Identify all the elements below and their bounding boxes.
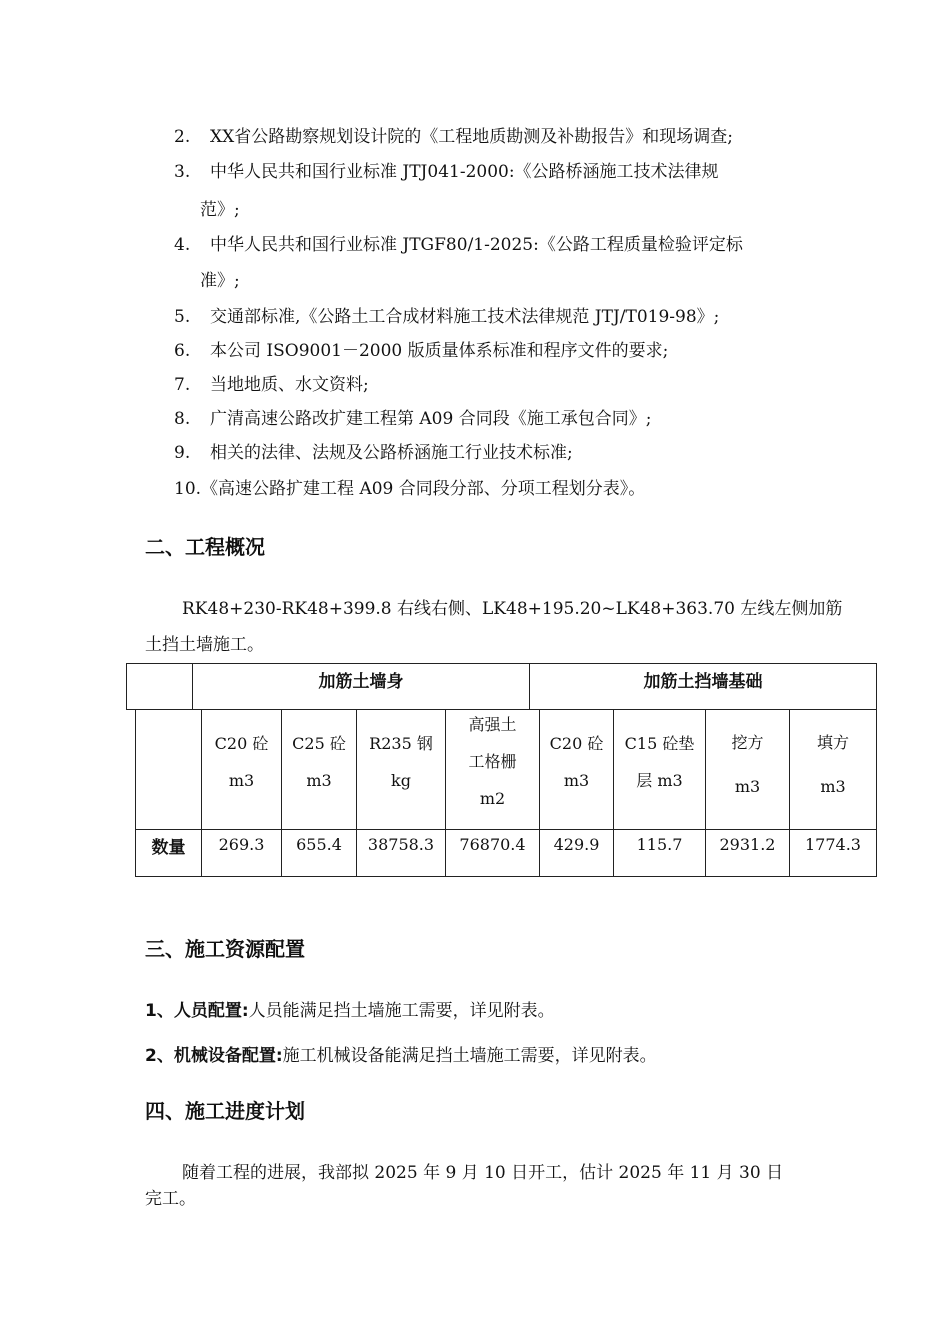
column-header: 挖方 m3 (731, 733, 764, 796)
row-label: 数量 (151, 838, 186, 858)
list-item: 4. 中华人民共和国行业标准 JTGF80/1-2025:《公路工程质量检验评定标 (174, 235, 743, 255)
column-header: 填方 m3 (816, 733, 849, 796)
list-item-continuation: 范》; (200, 200, 240, 220)
column-header: C15 砼垫 层 m3 (624, 734, 695, 790)
paragraph: 土挡土墙施工。 (145, 635, 264, 655)
table-cell: 1774.3 (805, 835, 861, 854)
group-header-wall: 加筋土墙身 (318, 672, 404, 692)
table-cell: 115.7 (636, 835, 683, 854)
table-cell: 76870.4 (459, 835, 526, 854)
column-header: C20 砼 m3 (214, 734, 269, 790)
paragraph: RK48+230-RK48+399.8 右线右侧、LK48+195.20~LK48+363.70 左线左侧加筋 (182, 599, 843, 619)
list-item: 8. 广清高速公路改扩建工程第 A09 合同段《施工承包合同》; (174, 409, 652, 429)
list-item-continuation: 准》; (200, 271, 240, 291)
resource-item: 1、人员配置:人员能满足挡土墙施工需要，详见附表。 (145, 1001, 555, 1021)
section-heading: 四、施工进度计划 (145, 1099, 305, 1123)
section-heading: 二、工程概况 (145, 535, 265, 559)
list-item: 5. 交通部标准,《公路土工合成材料施工技术法律规范 JTJ/T019-98》; (174, 307, 720, 327)
column-header: 高强土 工格栅 m2 (468, 715, 517, 808)
column-header: C20 砼 m3 (549, 734, 604, 790)
table-cell: 2931.2 (719, 835, 776, 854)
column-header: C25 砼 m3 (292, 734, 346, 790)
table-cell: 655.4 (296, 835, 342, 854)
list-item: 6. 本公司 ISO9001－2000 版质量体系标准和程序文件的要求; (174, 341, 669, 361)
list-item: 9. 相关的法律、法规及公路桥涵施工行业技术标准; (174, 443, 573, 463)
table-cell: 269.3 (218, 835, 265, 854)
paragraph: 随着工程的进展，我部拟 2025 年 9 月 10 日开工，估计 2025 年 11 月 30 日 (182, 1163, 784, 1183)
resource-item: 2、机械设备配置:施工机械设备能满足挡土墙施工需要，详见附表。 (145, 1046, 657, 1066)
list-item: 7. 当地地质、水文资料; (174, 375, 369, 395)
table-cell: 38758.3 (367, 835, 435, 854)
group-header-foundation: 加筋土挡墙基础 (643, 672, 763, 692)
list-item: 2. XX省公路勘察规划设计院的《工程地质勘测及补勘报告》和现场调查; (174, 127, 733, 147)
paragraph: 完工。 (145, 1189, 196, 1209)
list-item: 3. 中华人民共和国行业标准 JTJ041-2000:《公路桥涵施工技术法律规 (174, 162, 719, 182)
section-heading: 三、施工资源配置 (145, 937, 305, 961)
list-item: 10.《高速公路扩建工程 A09 合同段分部、分项工程划分表》。 (174, 479, 646, 499)
column-header: R235 钢 kg (369, 734, 433, 790)
table-cell: 429.9 (553, 835, 600, 854)
